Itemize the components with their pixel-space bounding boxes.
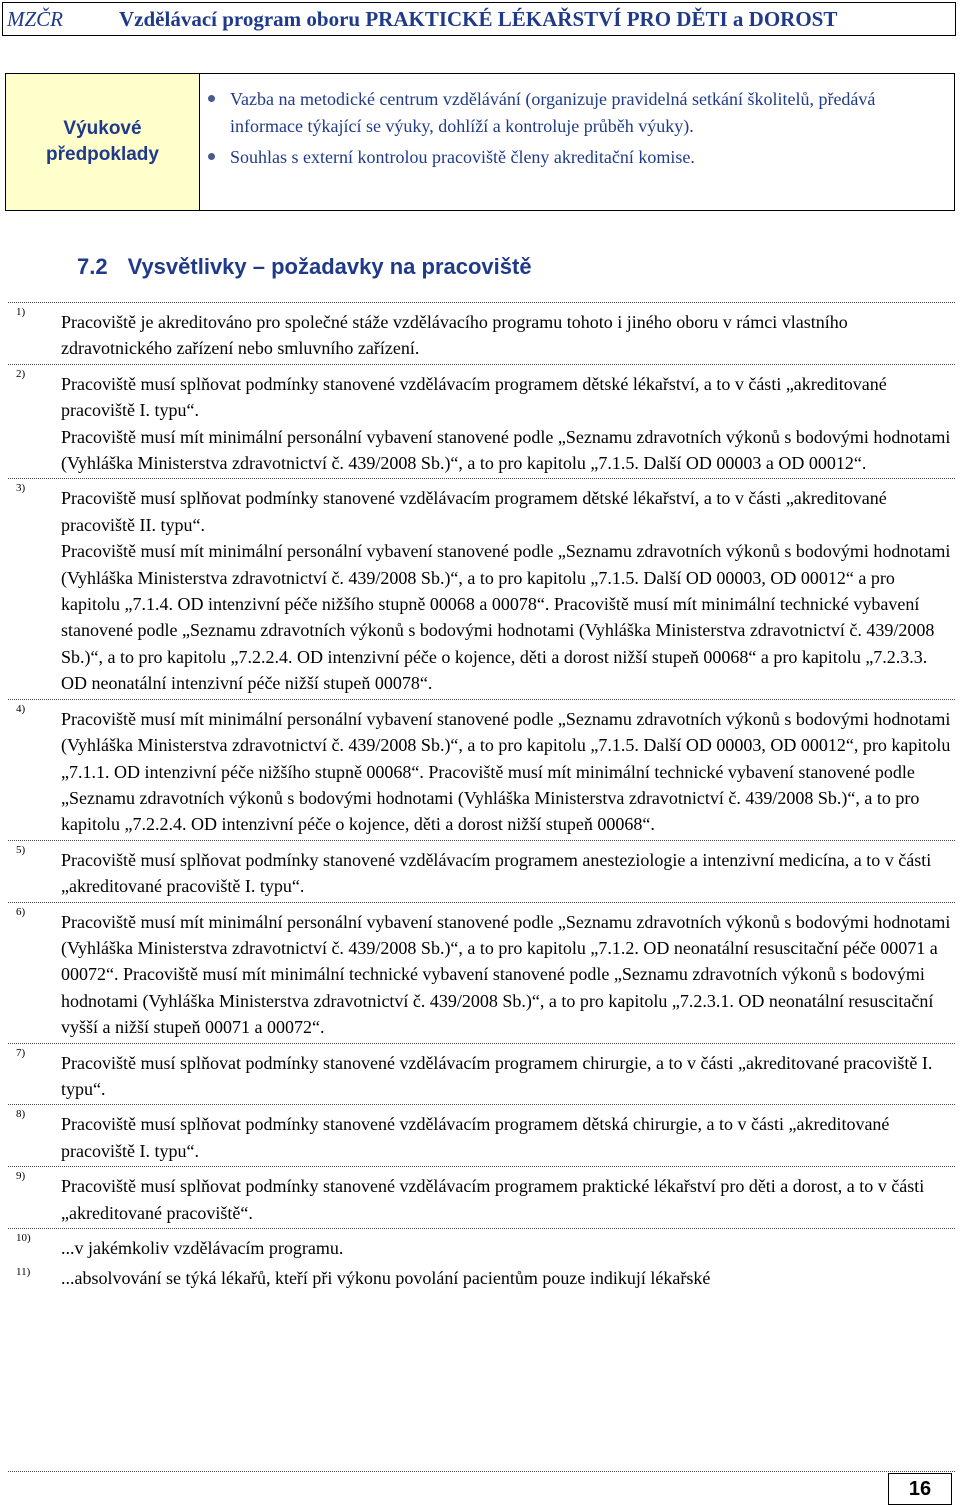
note-item: [8, 902, 955, 1043]
prerequisite-item: [230, 144, 944, 171]
note-item: [8, 699, 955, 840]
note-number: 8): [16, 1108, 26, 1121]
section-number: 7.2: [77, 254, 108, 279]
note-text: Pracoviště musí mít minimální personální vybavení stanovené podle „Seznamu zdravotních výkonů s bodovými hodnotami (Vyhláška Ministerstva zdravotnictví č. 439/2008 Sb.)“, a to pro kapitolu „7.1.2. OD neonatální resuscitační péče 00071 a 00072“. Pracoviště musí mít minimální technické vybavení stanovené podle „Seznamu zdravotních výkonů s bodovými hodnotami (Vyhláška Ministerstva zdravotnictví č. 439/2008 Sb.)“, a to pro kapitolu „7.2.3.1. OD neonatální resuscitační vyšší a nižší stupeň 00071 a 00072“.: [61, 911, 951, 1038]
prerequisites-label-line1: Výukové: [63, 118, 142, 139]
note-number: 1): [16, 306, 26, 318]
note-number: 7): [16, 1046, 26, 1059]
note-item: [8, 1043, 955, 1105]
note-text: Pracoviště musí splňovat podmínky stanovené vzdělávacím programem dětská chirurgie, a to v části „akreditované pracoviště I. typu“.: [61, 1114, 890, 1161]
note-text: Pracoviště musí splňovat podmínky stanovené vzdělávacím programem dětské lékařství, a to v části „akreditované pracoviště II. typu“.: [61, 488, 887, 535]
note-text: Pracoviště musí splňovat podmínky stanovené vzdělávacím programem praktické lékařství pro děti a dorost, a to v části „akreditované pracoviště“.: [61, 1176, 925, 1223]
note-number: 2): [16, 367, 26, 380]
note-item: [8, 302, 955, 364]
footer-divider: [8, 1471, 955, 1472]
note-text: Pracoviště musí splňovat podmínky stanovené vzdělávacím programem anesteziologie a intenzivní medicína, a to v části „akreditované pracoviště I. typu“.: [61, 849, 932, 897]
bullet-icon: [208, 153, 215, 160]
note-number: 3): [16, 482, 26, 495]
note-item: [8, 364, 955, 479]
note-number: 9): [16, 1170, 26, 1183]
note-text: Pracoviště musí mít minimální personální vybavení stanovené podle „Seznamu zdravotních výkonů s bodovými hodnotami (Vyhláška Ministerstva zdravotnictví č. 439/2008 Sb.)“, a to pro kapitolu „7.1.5. Další OD 00003, OD 00012“, pro kapitolu „7.1.1. OD intenzivní péče nižšího stupně 00068“. Pracoviště musí mít minimální technické vybavení stanovené podle „Seznamu zdravotních výkonů s bodovými hodnotami (Vyhláška Ministerstva zdravotnictví č. 439/2008 Sb.)“, a to pro kapitolu „7.2.2.4. OD intenzivní péče o kojence, děti a dorost nižší stupeň 00068“.: [61, 708, 951, 835]
note-item: [8, 1228, 955, 1263]
prerequisite-text: Vazba na metodické centrum vzdělávání (organizuje pravidelná setkání školitelů, předává informace týkající se výuky, dohlíží a kontroluje průběh výuky).: [230, 89, 876, 136]
note-item: [8, 1166, 955, 1228]
note-text: Pracoviště musí splňovat podmínky stanovené vzdělávacím programem dětské lékařství, a to v části „akreditované pracoviště I. typu“.: [61, 373, 887, 421]
note-number: 11): [16, 1266, 31, 1279]
prerequisite-item: [230, 86, 944, 140]
section-heading: [77, 254, 532, 280]
note-number: 6): [16, 905, 26, 918]
page-header: [2, 2, 956, 36]
note-text: ...absolvování se týká lékařů, kteří při výkonu povolání pacientům pouze indikují lékařské: [61, 1268, 711, 1289]
prerequisites-label: [6, 74, 200, 210]
note-text: Pracoviště musí splňovat podmínky stanovené vzdělávacím programem chirurgie, a to v části „akreditované pracoviště I. typu“.: [61, 1052, 933, 1099]
note-text: ...v jakémkoliv vzdělávacím programu.: [61, 1238, 344, 1258]
note-text: Pracoviště je akreditováno pro společné stáže vzdělávacího programu tohoto i jiného oboru v rámci vlastního zdravotnického zařízení nebo smluvního zařízení.: [61, 312, 848, 359]
page-number: 16: [888, 1473, 952, 1505]
header-ministry-abbr: MZČR: [7, 6, 64, 31]
prerequisites-table: [5, 73, 955, 211]
note-number: 4): [16, 702, 26, 715]
prerequisites-list: [200, 74, 954, 210]
header-title: Vzdělávací program oboru PRAKTICKÉ LÉKAŘSTVÍ PRO DĚTI a DOROST: [119, 6, 838, 31]
note-item: [8, 478, 955, 698]
note-number: 5): [16, 843, 26, 856]
notes-list: [8, 302, 955, 1294]
note-text: Pracoviště musí mít minimální personální vybavení stanovené podle „Seznamu zdravotních výkonů s bodovými hodnotami (Vyhláška Ministerstva zdravotnictví č. 439/2008 Sb.)“, a to pro kapitolu „7.1.5. Další OD 00003 a OD 00012“.: [61, 426, 951, 474]
note-text: Pracoviště musí mít minimální personální vybavení stanovené podle „Seznamu zdravotních výkonů s bodovými hodnotami (Vyhláška Ministerstva zdravotnictví č. 439/2008 Sb.)“, a to pro kapitolu „7.1.5. Další OD 00003, OD 00012“ a pro kapitolu „7.1.4. OD intenzivní péče nižšího stupně 00068 a 00078“. Pracoviště musí mít minimální technické vybavení stanovené podle „Seznamu zdravotních výkonů s bodovými hodnotami (Vyhláška Ministerstva zdravotnictví č. 439/2008 Sb.)“, a to pro kapitolu „7.2.2.4. OD intenzivní péče o kojence, děti a dorost nižší stupeň 00068“ a pro kapitolu „7.2.3.3. OD neonatální intenzivní péče nižší stupeň 00078“.: [61, 541, 951, 694]
prerequisites-label-line2: předpoklady: [46, 144, 159, 165]
prerequisite-text: Souhlas s externí kontrolou pracoviště členy akreditační komise.: [230, 147, 695, 167]
note-item: [8, 840, 955, 902]
note-item: [8, 1104, 955, 1166]
note-number: 10): [16, 1232, 31, 1244]
section-title: Vysvětlivky – požadavky na pracoviště: [127, 254, 532, 279]
bullet-icon: [208, 95, 215, 102]
note-item: [8, 1263, 955, 1293]
